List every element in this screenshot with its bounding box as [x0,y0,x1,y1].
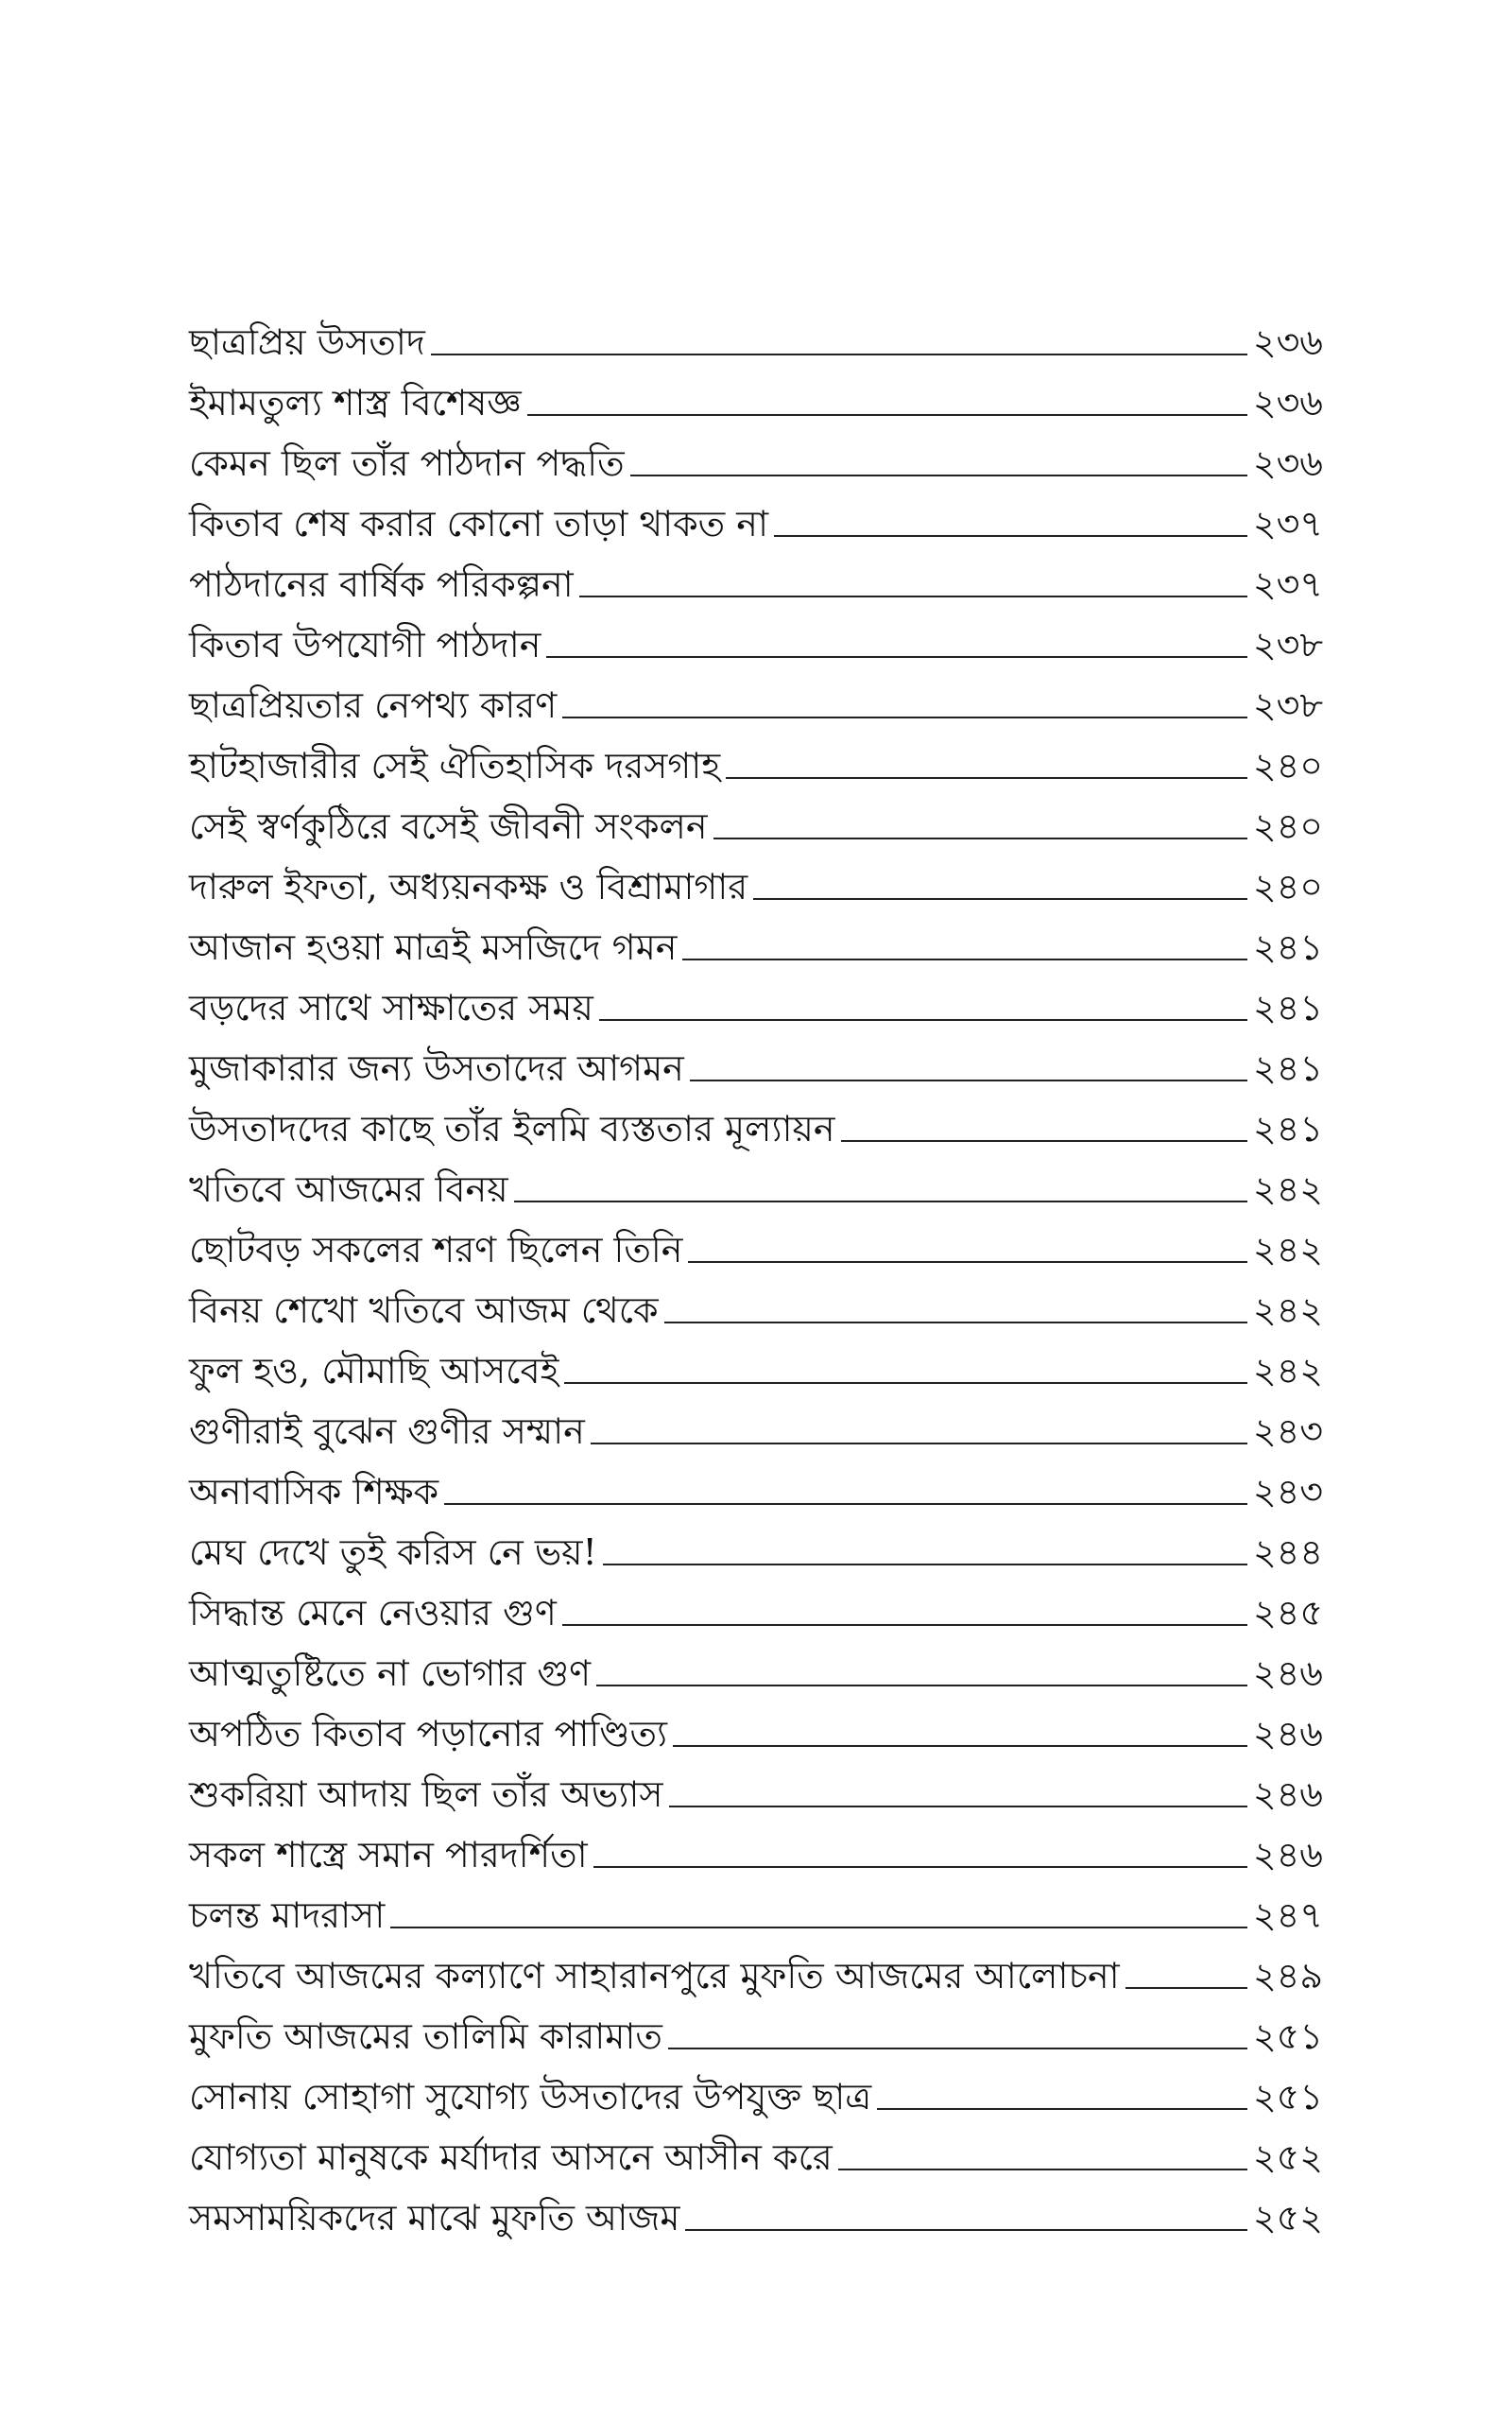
entry-title: সিদ্ধান্ত মেনে নেওয়ার গুণ [189,1592,557,1634]
toc-entry [189,968,1323,1028]
entry-title: মুফতি আজমের তালিমি কারামাত [189,2015,662,2057]
entry-page-number: ২৪২ [1252,1168,1323,1210]
entry-page-number: ২৪২ [1252,1229,1323,1270]
entry-page-number: ২৩৬ [1252,321,1323,363]
leader-line [682,959,1246,960]
toc-entry [189,2057,1323,2118]
entry-title: চলন্ত মাদরাসা [189,1894,386,1936]
toc-entry [189,908,1323,968]
entry-title: সেই স্বর্ণকুঠিরে বসেই জীবনী সংকলন [189,805,708,847]
toc-entry [189,424,1323,484]
entry-page-number: ২৪৯ [1252,1955,1323,1996]
toc-entry [189,484,1323,544]
entry-page-number: ২৪১ [1252,1108,1323,1150]
entry-title: ছোটবড় সকলের শরণ ছিলেন তিনি [189,1229,683,1270]
leader-line [593,1866,1247,1868]
toc-entry [189,1150,1323,1210]
leader-line [841,1140,1247,1142]
leader-line [753,898,1247,900]
leader-line [838,2169,1247,2170]
entry-page-number: ২৪৩ [1252,1410,1323,1452]
leader-line [579,596,1247,597]
entry-page-number: ২৩৬ [1252,382,1323,424]
toc-entry [189,1028,1323,1089]
entry-title: কেমন ছিল তাঁর পাঠদান পদ্ধতি [189,442,625,484]
toc-entry [189,666,1323,726]
leader-line [1125,1987,1247,1989]
leader-line [685,2229,1246,2231]
entry-page-number: ২৪২ [1252,1289,1323,1331]
toc-entry [189,302,1323,363]
leader-line [564,1382,1247,1384]
leader-line [664,1322,1247,1323]
entry-page-number: ২৫১ [1252,2076,1323,2118]
toc-entry [189,1089,1323,1150]
leader-line [774,535,1247,537]
entry-title: খতিবে আজমের কল্যাণে সাহারানপুরে মুফতি আজমের আলোচনা [189,1955,1120,1996]
leader-line [630,475,1247,476]
entry-title: শুকরিয়া আদায় ছিল তাঁর অভ্যাস [189,1773,663,1815]
toc-entry [189,1392,1323,1452]
leader-line [673,1745,1247,1747]
toc-entry [189,1936,1323,1996]
leader-line [431,354,1247,355]
toc-entry [189,2118,1323,2178]
entry-title: হাটহাজারীর সেই ঐতিহাসিক দরসগাহ [189,745,721,786]
leader-line [527,414,1247,416]
entry-title: মুজাকারার জন্য উসতাদের আগমন [189,1047,684,1089]
entry-page-number: ২৪৫ [1252,1592,1323,1634]
entry-title: কিতাব শেষ করার কোনো তাড়া থাকত না [189,503,768,544]
toc-entry [189,1876,1323,1936]
entry-title: ইমামতুল্য শাস্ত্র বিশেষজ্ঞ [189,382,522,424]
toc-entry [189,1754,1323,1815]
entry-title: সকল শাস্ত্রে সমান পারদর্শিতা [189,1834,588,1876]
leader-line [688,1261,1247,1263]
toc-entry [189,1512,1323,1573]
entry-page-number: ২৪০ [1252,805,1323,847]
entry-title: অনাবাসিক শিক্ষক [189,1471,439,1512]
leader-line [599,1019,1247,1021]
entry-title: ছাত্রপ্রিয়তার নেপথ্য কারণ [189,684,558,726]
toc-entry [189,363,1323,424]
leader-line [591,1443,1247,1444]
toc-entry [189,1210,1323,1270]
entry-title: ফুল হও, মৌমাছি আসবেই [189,1350,559,1392]
entry-title: পাঠদানের বার্ষিক পরিকল্পনা [189,563,574,605]
entry-page-number: ২৪৪ [1252,1531,1323,1573]
entry-title: খতিবে আজমের বিনয় [189,1168,508,1210]
entry-title: বড়দের সাথে সাক্ষাতের সময় [189,987,593,1028]
entry-page-number: ২৩৭ [1252,563,1323,605]
toc-entry [189,1452,1323,1512]
entry-page-number: ২৫২ [1252,2197,1323,2238]
entry-page-number: ২৪০ [1252,866,1323,908]
entry-page-number: ২৪১ [1252,926,1323,968]
entry-title: সমসাময়িকদের মাঝে মুফতি আজম [189,2197,680,2238]
entry-page-number: ২৪৩ [1252,1471,1323,1512]
entry-page-number: ২৪১ [1252,1047,1323,1089]
toc-entry [189,1331,1323,1392]
toc-entry [189,1634,1323,1694]
entry-title: দারুল ইফতা, অধ্যয়নকক্ষ ও বিশ্রামাগার [189,866,748,908]
entry-title: অপঠিত কিতাব পড়ানোর পাণ্ডিত্য [189,1713,668,1754]
toc-entry [189,544,1323,605]
entry-page-number: ২৩৬ [1252,442,1323,484]
entry-page-number: ২৪৭ [1252,1894,1323,1936]
entry-page-number: ২৪০ [1252,745,1323,786]
entry-page-number: ২৩৮ [1252,624,1323,666]
entry-page-number: ২৪২ [1252,1350,1323,1392]
entry-page-number: ২৪৬ [1252,1713,1323,1754]
entry-page-number: ২৩৮ [1252,684,1323,726]
entry-title: ছাত্রপ্রিয় উসতাদ [189,321,425,363]
toc-entry [189,1694,1323,1754]
entry-page-number: ২৫১ [1252,2015,1323,2057]
leader-line [596,1685,1247,1686]
entry-title: কিতাব উপযোগী পাঠদান [189,624,541,666]
entry-page-number: ২৪১ [1252,987,1323,1028]
entry-title: গুণীরাই বুঝেন গুণীর সম্মান [189,1410,585,1452]
leader-line [603,1564,1247,1565]
entry-title: উসতাদদের কাছে তাঁর ইলমি ব্যস্ততার মূল্যায়ন [189,1108,835,1150]
entry-page-number: ২৪৬ [1252,1834,1323,1876]
entry-page-number: ২৪৬ [1252,1773,1323,1815]
table-of-contents [189,302,1323,2238]
entry-title: সোনায় সোহাগা সুযোগ্য উসতাদের উপযুক্ত ছাত্র [189,2076,872,2118]
leader-line [713,838,1247,839]
entry-title: যোগ্যতা মানুষকে মর্যাদার আসনে আসীন করে [189,2136,833,2178]
toc-entry [189,1270,1323,1331]
leader-line [726,777,1247,779]
entry-page-number: ২৪৬ [1252,1652,1323,1694]
toc-entry [189,726,1323,786]
leader-line [514,1201,1247,1202]
leader-line [390,1927,1247,1928]
entry-page-number: ২৩৭ [1252,503,1323,544]
leader-line [669,1806,1247,1807]
entry-title: আত্মতুষ্টিতে না ভোগার গুণ [189,1652,592,1694]
toc-entry [189,1815,1323,1876]
entry-page-number: ২৫২ [1252,2136,1323,2178]
entry-title: বিনয় শেখো খতিবে আজম থেকে [189,1289,659,1331]
leader-line [877,2108,1247,2110]
toc-entry [189,847,1323,908]
toc-entry [189,1573,1323,1634]
toc-entry [189,2178,1323,2238]
leader-line [690,1080,1247,1081]
entry-title: আজান হওয়া মাত্রই মসজিদে গমন [189,926,678,968]
leader-line [444,1503,1247,1505]
toc-entry [189,786,1323,847]
leader-line [546,656,1246,658]
leader-line [668,2048,1247,2049]
entry-title: মেঘ দেখে তুই করিস নে ভয়! [189,1531,597,1573]
leader-line [562,1624,1247,1626]
toc-entry [189,605,1323,666]
toc-entry [189,1996,1323,2057]
leader-line [562,717,1247,718]
